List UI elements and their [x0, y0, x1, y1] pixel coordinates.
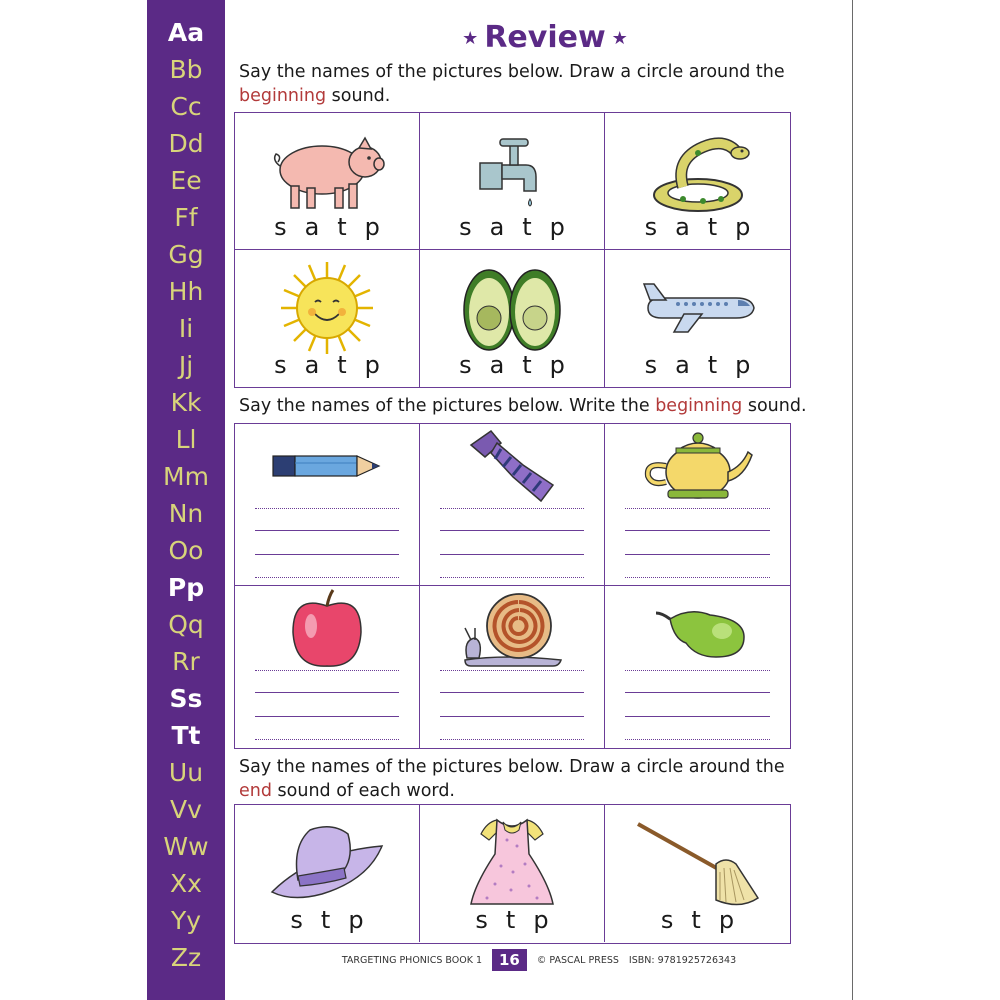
picture-cell: [605, 805, 790, 942]
guide-line: [625, 508, 770, 509]
star-icon: ★: [462, 28, 479, 49]
instruction-text: Say the names of the pictures below. Draw a circle around the: [239, 62, 785, 82]
guide-line: [625, 670, 770, 671]
teapot-picture: [605, 428, 790, 504]
guide-line: [625, 739, 770, 740]
guide-line: [255, 508, 399, 509]
sidebar-letter-nn: Nn: [168, 499, 204, 528]
section2-instructions: [239, 394, 839, 418]
instruction-highlight: beginning: [655, 396, 743, 416]
picture-cell: [235, 586, 420, 748]
sound-options[interactable]: satp: [459, 351, 583, 379]
sidebar-letter-aa: Aa: [167, 18, 205, 47]
sidebar-letter-yy: Yy: [170, 906, 202, 935]
writing-line[interactable]: [255, 692, 399, 693]
sidebar-letter-jj: Jj: [178, 351, 194, 380]
guide-line: [440, 554, 584, 555]
section3-instructions: [239, 755, 839, 803]
picture-cell: [235, 250, 420, 387]
sidebar-letter-qq: Qq: [168, 610, 204, 639]
section2-grid: [234, 423, 791, 749]
sidebar-letter-tt: Tt: [171, 721, 201, 750]
picture-cell: [235, 113, 420, 250]
star-icon: ★: [611, 28, 628, 49]
sidebar-letter-uu: Uu: [168, 758, 204, 787]
title-text: Review: [484, 20, 606, 55]
instruction-highlight: end: [239, 781, 272, 801]
pencil-picture: [235, 428, 419, 504]
picture-cell: [605, 586, 790, 748]
picture-cell: [235, 424, 420, 586]
hat-picture: [235, 813, 419, 913]
instruction-text: sound of each word.: [271, 781, 455, 801]
guide-line: [255, 716, 399, 717]
guide-line: [255, 670, 399, 671]
dress-picture: [420, 813, 604, 913]
sidebar-letter-kk: Kk: [170, 388, 202, 417]
instruction-text: Say the names of the pictures below. Draw a circle around the: [239, 757, 785, 777]
sidebar-letter-ww: Ww: [163, 832, 209, 861]
page-number: 16: [492, 949, 527, 971]
sidebar-letter-gg: Gg: [168, 240, 204, 269]
sound-options[interactable]: stp: [475, 906, 567, 934]
picture-cell: [420, 250, 605, 387]
sound-options[interactable]: satp: [644, 213, 769, 241]
sidebar-letter-pp: Pp: [167, 573, 205, 602]
sidebar-letter-mm: Mm: [163, 462, 209, 491]
picture-cell: [420, 805, 605, 942]
guide-line: [440, 716, 584, 717]
picture-cell: [605, 113, 790, 250]
alphabet-sidebar: [147, 0, 225, 1000]
guide-line: [625, 716, 770, 717]
instruction-text: Say the names of the pictures below. Write the: [239, 396, 656, 416]
sidebar-letter-hh: Hh: [168, 277, 204, 306]
sidebar-letter-zz: Zz: [170, 943, 202, 972]
picture-cell: [605, 250, 790, 387]
avocado-picture: [420, 258, 604, 358]
sidebar-letter-xx: Xx: [170, 869, 202, 898]
picture-cell: [420, 586, 605, 748]
guide-line: [625, 554, 770, 555]
writing-line[interactable]: [625, 692, 770, 693]
footer-book-title: TARGETING PHONICS BOOK 1: [341, 954, 482, 966]
picture-cell: [420, 113, 605, 250]
sound-options[interactable]: satp: [274, 213, 398, 241]
apple-picture: [235, 590, 419, 666]
sidebar-letter-ii: Ii: [178, 314, 194, 343]
guide-line: [255, 554, 399, 555]
guide-line: [625, 577, 770, 578]
tap-picture: [420, 121, 604, 221]
page-title: [440, 20, 650, 55]
section3-grid: [234, 804, 791, 944]
sound-options[interactable]: stp: [290, 906, 382, 934]
sidebar-letter-ll: Ll: [175, 425, 197, 454]
guide-line: [440, 577, 584, 578]
writing-line[interactable]: [440, 530, 584, 531]
guide-line: [440, 508, 584, 509]
guide-line: [440, 739, 584, 740]
guide-line: [255, 739, 399, 740]
picture-cell: [605, 424, 790, 586]
instruction-highlight: beginning: [239, 86, 327, 106]
snail-picture: [420, 590, 604, 666]
sidebar-letter-bb: Bb: [169, 55, 203, 84]
snake-picture: [605, 121, 790, 221]
pig-picture: [235, 121, 419, 221]
mop-picture: [605, 813, 790, 913]
section1-grid: [234, 112, 791, 388]
sidebar-letter-ee: Ee: [170, 166, 202, 195]
guide-line: [255, 577, 399, 578]
writing-line[interactable]: [625, 530, 770, 531]
guide-line: [440, 670, 584, 671]
instruction-text: sound.: [326, 86, 391, 106]
sidebar-letter-vv: Vv: [170, 795, 202, 824]
writing-line[interactable]: [440, 692, 584, 693]
footer-publisher: © PASCAL PRESS: [536, 954, 619, 966]
picture-cell: [420, 424, 605, 586]
sound-options[interactable]: satp: [644, 351, 769, 379]
page-footer: [225, 948, 853, 972]
sidebar-letter-rr: Rr: [172, 647, 200, 676]
sidebar-letter-ss: Ss: [169, 684, 203, 713]
instruction-text: sound.: [742, 396, 807, 416]
footer-isbn: ISBN: 9781925726343: [628, 954, 737, 966]
sun-picture: [235, 258, 419, 358]
section1-instructions: [239, 60, 839, 108]
tie-picture: [420, 428, 604, 504]
sound-options[interactable]: satp: [459, 213, 583, 241]
writing-line[interactable]: [255, 530, 399, 531]
sidebar-letter-oo: Oo: [168, 536, 204, 565]
sidebar-letter-cc: Cc: [170, 92, 202, 121]
aeroplane-picture: [605, 258, 790, 358]
pear-picture: [605, 590, 790, 666]
sound-options[interactable]: stp: [660, 906, 753, 934]
sidebar-letter-dd: Dd: [168, 129, 204, 158]
sound-options[interactable]: satp: [274, 351, 398, 379]
sidebar-letter-ff: Ff: [174, 203, 198, 232]
picture-cell: [235, 805, 420, 942]
